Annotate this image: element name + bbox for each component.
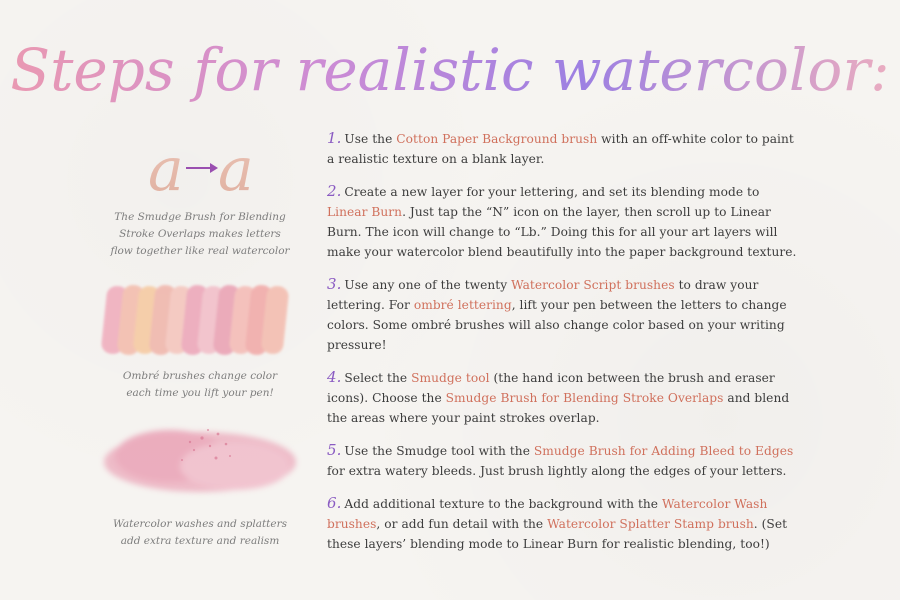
ombre-caption: Ombré brushes change color each time you lift your pen! xyxy=(122,370,278,399)
sidebar xyxy=(90,135,310,550)
step-text: (the hand icon between the brush and eraser icons). Choose the xyxy=(327,371,775,405)
step-text: Use any one of the twenty xyxy=(344,278,512,292)
ombre-strokes xyxy=(90,280,310,362)
step-number: 2. xyxy=(327,182,342,200)
brush-name-highlight: Smudge Brush for Blending Stroke Overlaps xyxy=(445,391,724,405)
step-text: Use the xyxy=(344,132,397,146)
brush-name-highlight: ombré lettering xyxy=(413,298,512,312)
step-text: for extra watery bleeds. Just brush lightly along the edges of your letters. xyxy=(327,464,787,478)
brush-name-highlight: Cotton Paper Background brush xyxy=(396,132,598,146)
step-item xyxy=(327,493,797,554)
smudge-letter-after: a xyxy=(218,135,254,205)
brush-name-highlight: Watercolor Wash brushes xyxy=(327,497,768,531)
steps-list xyxy=(327,128,797,566)
arrow-right-icon xyxy=(186,163,218,173)
brush-name-highlight: Watercolor Splatter Stamp brush xyxy=(547,517,754,531)
step-text: . Just tap the “N” icon on the layer, then scroll up to Linear Burn. The icon will change to “Lb.” Doing this for all your art layers will make your watercolor blend beautifully into the paper background texture. xyxy=(327,205,797,259)
brush-name-highlight: Smudge tool xyxy=(411,371,490,385)
brush-name-highlight: Smudge Brush for Adding Bleed to Edges xyxy=(533,444,794,458)
step-text: Select the xyxy=(344,371,412,385)
step-number: 1. xyxy=(327,129,342,147)
page-title-text: Steps for realistic watercolor: xyxy=(10,36,890,104)
wash-splatter xyxy=(90,416,310,508)
step-text: Create a new layer for your lettering, and set its blending mode to xyxy=(344,185,760,199)
brush-name-highlight: Watercolor Script brushes xyxy=(511,278,675,292)
smudge-caption: The Smudge Brush for Blending Stroke Overlaps makes letters flow together like real watercolor xyxy=(110,211,290,257)
step-item xyxy=(327,128,797,169)
brush-name-highlight: Linear Burn xyxy=(327,205,403,219)
step-item xyxy=(327,440,797,481)
step-text: and blend the areas where your paint strokes overlap. xyxy=(327,391,790,425)
step-number: 3. xyxy=(327,275,342,293)
step-text: , lift your pen between the letters to change colors. Some ombré brushes will also change color based on your writing pressure! xyxy=(327,298,787,352)
step-item xyxy=(327,274,797,355)
step-text: Use the Smudge tool with the xyxy=(344,444,534,458)
step-item xyxy=(327,367,797,428)
wash-caption: Watercolor washes and splatters add extra texture and realism xyxy=(112,518,288,547)
step-text: , or add fun detail with the xyxy=(376,517,548,531)
step-number: 4. xyxy=(327,368,342,386)
step-text: to draw your lettering. For xyxy=(327,278,759,312)
page-title xyxy=(0,28,900,108)
step-text: Add additional texture to the background with the xyxy=(344,497,662,511)
smudge-letter-before: a xyxy=(148,135,184,205)
step-item xyxy=(327,181,797,262)
step-text: with an off-white color to paint a realistic texture on a blank layer. xyxy=(327,132,794,166)
step-text: . (Set these layers’ blending mode to Linear Burn for realistic blending, too!) xyxy=(327,517,788,551)
step-number: 5. xyxy=(327,441,342,459)
smudge-demo xyxy=(90,135,310,207)
step-number: 6. xyxy=(327,494,342,512)
